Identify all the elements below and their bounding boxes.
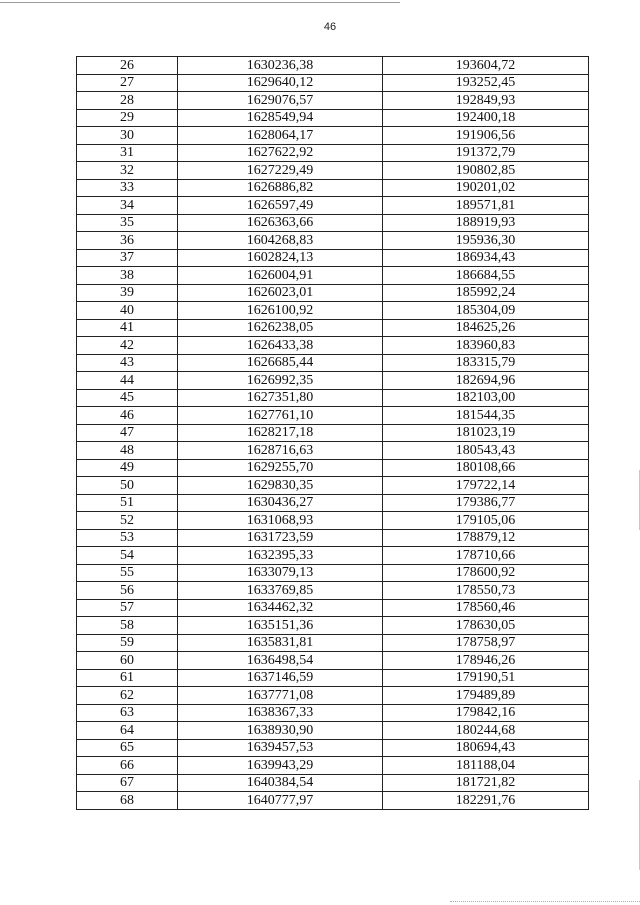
- x-coordinate-cell: 1626238,05: [178, 319, 383, 337]
- y-coordinate-cell: 191906,56: [383, 127, 589, 145]
- table-row: [77, 354, 589, 372]
- table-row: [77, 92, 589, 110]
- point-number-cell: 39: [77, 284, 178, 302]
- table-row: [77, 389, 589, 407]
- point-number-cell: 62: [77, 687, 178, 705]
- table-row: [77, 494, 589, 512]
- y-coordinate-cell: 191372,79: [383, 144, 589, 162]
- y-coordinate-cell: 190802,85: [383, 162, 589, 180]
- x-coordinate-cell: 1627622,92: [178, 144, 383, 162]
- table-row: [77, 232, 589, 250]
- y-coordinate-cell: 179386,77: [383, 494, 589, 512]
- point-number-cell: 30: [77, 127, 178, 145]
- coordinates-table: [76, 56, 589, 810]
- table-row: [77, 599, 589, 617]
- point-number-cell: 61: [77, 669, 178, 687]
- point-number-cell: 36: [77, 232, 178, 250]
- table-row: [77, 424, 589, 442]
- table-row: [77, 319, 589, 337]
- table-row: [77, 407, 589, 425]
- x-coordinate-cell: 1629640,12: [178, 74, 383, 92]
- x-coordinate-cell: 1626992,35: [178, 372, 383, 390]
- x-coordinate-cell: 1638930,90: [178, 722, 383, 740]
- y-coordinate-cell: 178600,92: [383, 564, 589, 582]
- point-number-cell: 65: [77, 739, 178, 757]
- point-number-cell: 44: [77, 372, 178, 390]
- point-number-cell: 43: [77, 354, 178, 372]
- point-number-cell: 58: [77, 617, 178, 635]
- x-coordinate-cell: 1631723,59: [178, 529, 383, 547]
- table-row: [77, 302, 589, 320]
- y-coordinate-cell: 189571,81: [383, 197, 589, 215]
- table-row: [77, 214, 589, 232]
- table-row: [77, 284, 589, 302]
- table-row: [77, 652, 589, 670]
- y-coordinate-cell: 178550,73: [383, 582, 589, 600]
- point-number-cell: 52: [77, 512, 178, 530]
- table-row: [77, 582, 589, 600]
- point-number-cell: 35: [77, 214, 178, 232]
- point-number-cell: 29: [77, 109, 178, 127]
- page-number: 46: [323, 21, 337, 33]
- x-coordinate-cell: 1635151,36: [178, 617, 383, 635]
- y-coordinate-cell: 184625,26: [383, 319, 589, 337]
- y-coordinate-cell: 182694,96: [383, 372, 589, 390]
- x-coordinate-cell: 1634462,32: [178, 599, 383, 617]
- x-coordinate-cell: 1626433,38: [178, 337, 383, 355]
- y-coordinate-cell: 192849,93: [383, 92, 589, 110]
- table-row: [77, 687, 589, 705]
- x-coordinate-cell: 1631068,93: [178, 512, 383, 530]
- table-row: [77, 512, 589, 530]
- x-coordinate-cell: 1637771,08: [178, 687, 383, 705]
- table-row: [77, 792, 589, 810]
- y-coordinate-cell: 182103,00: [383, 389, 589, 407]
- y-coordinate-cell: 178879,12: [383, 529, 589, 547]
- point-number-cell: 59: [77, 634, 178, 652]
- y-coordinate-cell: 185304,09: [383, 302, 589, 320]
- x-coordinate-cell: 1626100,92: [178, 302, 383, 320]
- x-coordinate-cell: 1632395,33: [178, 547, 383, 565]
- y-coordinate-cell: 193252,45: [383, 74, 589, 92]
- y-coordinate-cell: 178946,26: [383, 652, 589, 670]
- table-row: [77, 477, 589, 495]
- x-coordinate-cell: 1629076,57: [178, 92, 383, 110]
- table-row: [77, 669, 589, 687]
- x-coordinate-cell: 1628064,17: [178, 127, 383, 145]
- table-row: [77, 249, 589, 267]
- table-row: [77, 442, 589, 460]
- x-coordinate-cell: 1627351,80: [178, 389, 383, 407]
- y-coordinate-cell: 181544,35: [383, 407, 589, 425]
- y-coordinate-cell: 181188,04: [383, 757, 589, 775]
- table-row: [77, 739, 589, 757]
- x-coordinate-cell: 1633769,85: [178, 582, 383, 600]
- point-number-cell: 48: [77, 442, 178, 460]
- x-coordinate-cell: 1626685,44: [178, 354, 383, 372]
- x-coordinate-cell: 1602824,13: [178, 249, 383, 267]
- table-row: [77, 372, 589, 390]
- x-coordinate-cell: 1630436,27: [178, 494, 383, 512]
- table-row: [77, 144, 589, 162]
- point-number-cell: 46: [77, 407, 178, 425]
- table-row: [77, 459, 589, 477]
- table-row: [77, 337, 589, 355]
- point-number-cell: 33: [77, 179, 178, 197]
- table-row: [77, 197, 589, 215]
- table-row: [77, 179, 589, 197]
- point-number-cell: 53: [77, 529, 178, 547]
- x-coordinate-cell: 1639943,29: [178, 757, 383, 775]
- table-row: [77, 57, 589, 75]
- x-coordinate-cell: 1604268,83: [178, 232, 383, 250]
- y-coordinate-cell: 178710,66: [383, 547, 589, 565]
- point-number-cell: 34: [77, 197, 178, 215]
- y-coordinate-cell: 180543,43: [383, 442, 589, 460]
- point-number-cell: 66: [77, 757, 178, 775]
- x-coordinate-cell: 1630236,38: [178, 57, 383, 75]
- x-coordinate-cell: 1638367,33: [178, 704, 383, 722]
- y-coordinate-cell: 180244,68: [383, 722, 589, 740]
- y-coordinate-cell: 190201,02: [383, 179, 589, 197]
- point-number-cell: 60: [77, 652, 178, 670]
- table-row: [77, 722, 589, 740]
- y-coordinate-cell: 188919,93: [383, 214, 589, 232]
- point-number-cell: 56: [77, 582, 178, 600]
- point-number-cell: 27: [77, 74, 178, 92]
- y-coordinate-cell: 179105,06: [383, 512, 589, 530]
- bottom-scan-dots: [450, 901, 640, 902]
- point-number-cell: 63: [77, 704, 178, 722]
- y-coordinate-cell: 179190,51: [383, 669, 589, 687]
- x-coordinate-cell: 1626004,91: [178, 267, 383, 285]
- x-coordinate-cell: 1633079,13: [178, 564, 383, 582]
- table-row: [77, 267, 589, 285]
- table-row: [77, 109, 589, 127]
- table-row: [77, 634, 589, 652]
- y-coordinate-cell: 178630,05: [383, 617, 589, 635]
- y-coordinate-cell: 186684,55: [383, 267, 589, 285]
- point-number-cell: 57: [77, 599, 178, 617]
- table-row: [77, 617, 589, 635]
- x-coordinate-cell: 1640384,54: [178, 774, 383, 792]
- point-number-cell: 54: [77, 547, 178, 565]
- y-coordinate-cell: 180694,43: [383, 739, 589, 757]
- y-coordinate-cell: 185992,24: [383, 284, 589, 302]
- point-number-cell: 26: [77, 57, 178, 75]
- point-number-cell: 64: [77, 722, 178, 740]
- x-coordinate-cell: 1626023,01: [178, 284, 383, 302]
- x-coordinate-cell: 1627761,10: [178, 407, 383, 425]
- table-row: [77, 162, 589, 180]
- table-row: [77, 547, 589, 565]
- y-coordinate-cell: 178758,97: [383, 634, 589, 652]
- point-number-cell: 37: [77, 249, 178, 267]
- point-number-cell: 67: [77, 774, 178, 792]
- point-number-cell: 42: [77, 337, 178, 355]
- y-coordinate-cell: 183960,83: [383, 337, 589, 355]
- table-row: [77, 774, 589, 792]
- x-coordinate-cell: 1628716,63: [178, 442, 383, 460]
- coordinates-table-body: [77, 57, 589, 810]
- y-coordinate-cell: 195936,30: [383, 232, 589, 250]
- top-scan-dash: [250, 2, 400, 3]
- y-coordinate-cell: 183315,79: [383, 354, 589, 372]
- y-coordinate-cell: 178560,46: [383, 599, 589, 617]
- y-coordinate-cell: 179722,14: [383, 477, 589, 495]
- x-coordinate-cell: 1637146,59: [178, 669, 383, 687]
- point-number-cell: 68: [77, 792, 178, 810]
- point-number-cell: 41: [77, 319, 178, 337]
- table-row: [77, 564, 589, 582]
- y-coordinate-cell: 192400,18: [383, 109, 589, 127]
- x-coordinate-cell: 1629830,35: [178, 477, 383, 495]
- point-number-cell: 32: [77, 162, 178, 180]
- x-coordinate-cell: 1627229,49: [178, 162, 383, 180]
- point-number-cell: 51: [77, 494, 178, 512]
- point-number-cell: 45: [77, 389, 178, 407]
- table-row: [77, 127, 589, 145]
- y-coordinate-cell: 179842,16: [383, 704, 589, 722]
- point-number-cell: 38: [77, 267, 178, 285]
- x-coordinate-cell: 1626363,66: [178, 214, 383, 232]
- x-coordinate-cell: 1629255,70: [178, 459, 383, 477]
- x-coordinate-cell: 1628217,18: [178, 424, 383, 442]
- x-coordinate-cell: 1640777,97: [178, 792, 383, 810]
- point-number-cell: 55: [77, 564, 178, 582]
- y-coordinate-cell: 181023,19: [383, 424, 589, 442]
- y-coordinate-cell: 179489,89: [383, 687, 589, 705]
- x-coordinate-cell: 1636498,54: [178, 652, 383, 670]
- point-number-cell: 28: [77, 92, 178, 110]
- x-coordinate-cell: 1626597,49: [178, 197, 383, 215]
- y-coordinate-cell: 182291,76: [383, 792, 589, 810]
- y-coordinate-cell: 186934,43: [383, 249, 589, 267]
- y-coordinate-cell: 181721,82: [383, 774, 589, 792]
- y-coordinate-cell: 180108,66: [383, 459, 589, 477]
- point-number-cell: 49: [77, 459, 178, 477]
- point-number-cell: 40: [77, 302, 178, 320]
- x-coordinate-cell: 1639457,53: [178, 739, 383, 757]
- x-coordinate-cell: 1635831,81: [178, 634, 383, 652]
- point-number-cell: 50: [77, 477, 178, 495]
- table-row: [77, 757, 589, 775]
- table-row: [77, 74, 589, 92]
- x-coordinate-cell: 1628549,94: [178, 109, 383, 127]
- table-row: [77, 704, 589, 722]
- point-number-cell: 31: [77, 144, 178, 162]
- y-coordinate-cell: 193604,72: [383, 57, 589, 75]
- table-row: [77, 529, 589, 547]
- point-number-cell: 47: [77, 424, 178, 442]
- x-coordinate-cell: 1626886,82: [178, 179, 383, 197]
